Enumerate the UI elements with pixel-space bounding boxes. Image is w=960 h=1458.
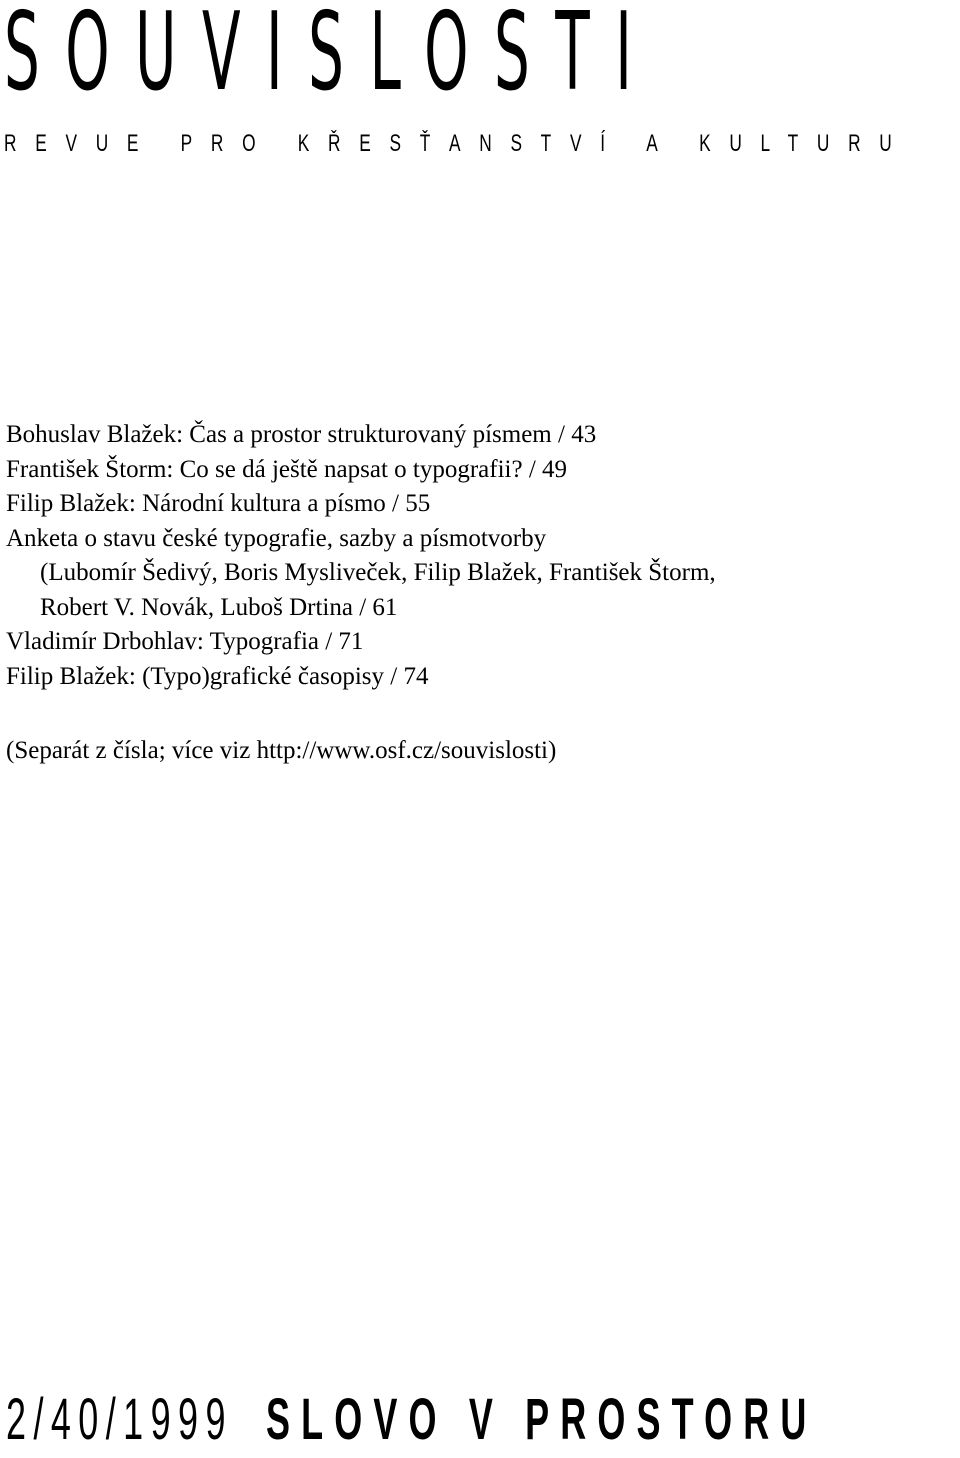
contents-item: Filip Blažek: Národní kultura a písmo / 55: [6, 490, 431, 517]
issue-number: 2/40/1999: [6, 1387, 233, 1452]
journal-title: SOUVISLOSTI: [4, 0, 658, 115]
contents-item-continuation: (Lubomír Šedivý, Boris Mysliveček, Filip Blažek, František Štorm,: [40, 559, 716, 586]
contents-item: Anketa o stavu české typografie, sazby a písmotvorby: [6, 524, 547, 552]
contents-item: Vladimír Drbohlav: Typografia / 71: [6, 628, 364, 655]
contents-item: Filip Blažek: (Typo)grafické časopisy / 74: [6, 662, 429, 690]
masthead: [0, 0, 960, 157]
table-of-contents: [6, 418, 946, 694]
contents-item: František Štorm: Co se dá ještě napsat o typografii? / 49: [6, 455, 568, 483]
journal-subtitle: REVUE PRO KŘESŤANSTVÍ A KULTURU: [4, 130, 911, 157]
issue-theme: SLOVO V PROSTORU: [266, 1387, 818, 1452]
contents-item-continuation: Robert V. Novák, Luboš Drtina / 61: [40, 593, 398, 621]
contents-item: Bohuslav Blažek: Čas a prostor strukturovaný písmem / 43: [6, 421, 597, 448]
offprint-note: (Separát z čísla; více viz http://www.osf.cz/souvislosti): [6, 737, 557, 764]
